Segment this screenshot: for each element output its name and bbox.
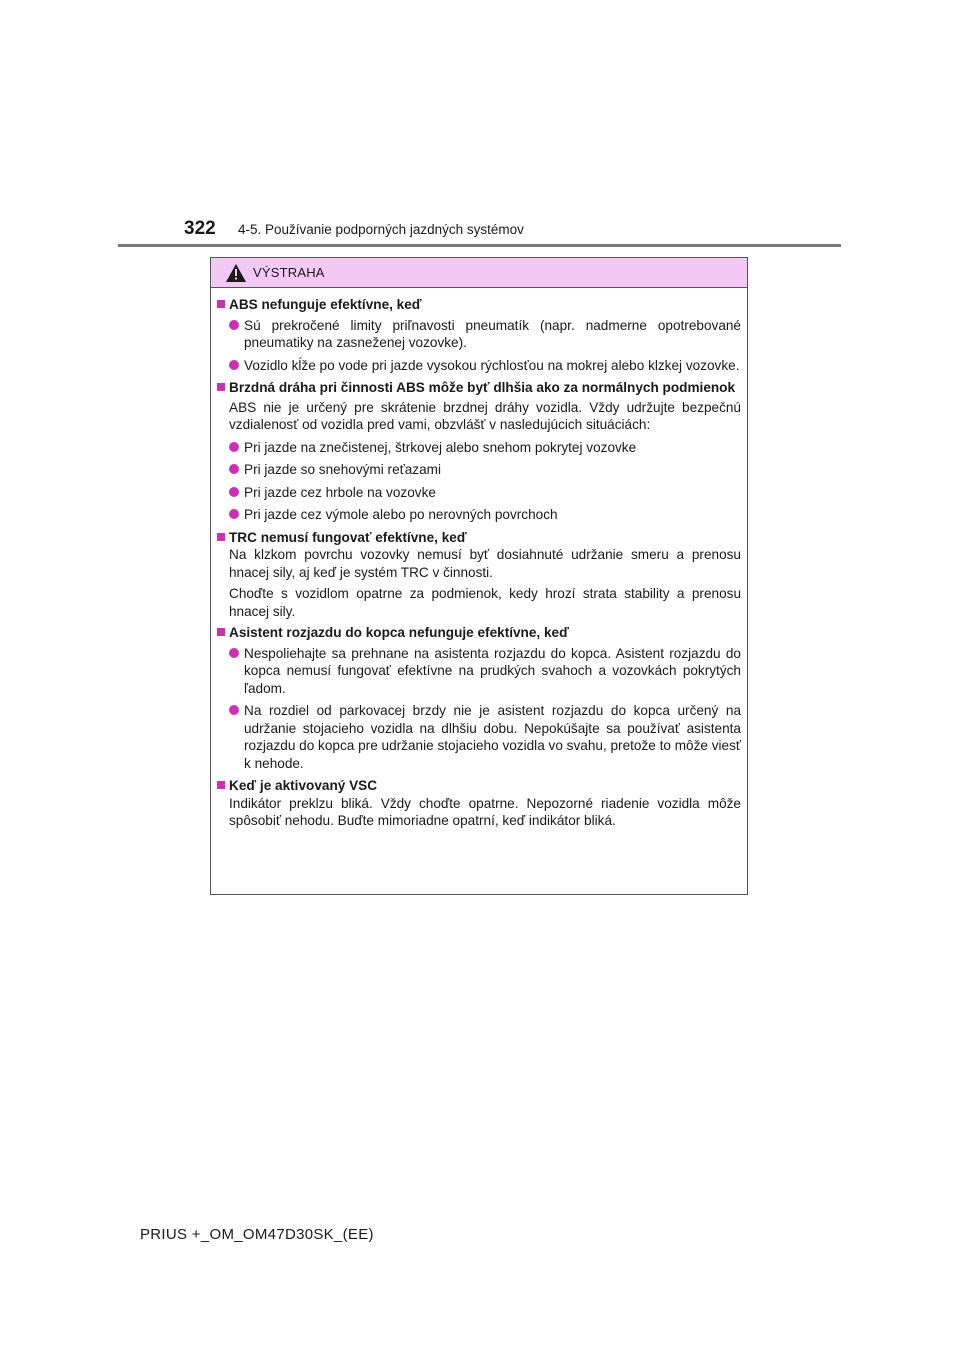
section-trc bbox=[217, 529, 741, 621]
section-title: 4-5. Používanie podporných jazdných systémov bbox=[238, 222, 524, 237]
list-item: Pri jazde cez hrbole na vozovke bbox=[229, 484, 741, 502]
section-heading: ABS nefunguje efektívne, keď bbox=[217, 296, 741, 314]
list-item: Na rozdiel od parkovacej brzdy nie je asistent rozjazdu do kopca určený na udržanie stojacieho vozidla na dlhšiu dobu. Nepokúšajte sa používať asistenta rozjazdu do kopca pre udržanie stojacieho vozidla vo svahu, pretože to môže viesť k nehode. bbox=[229, 702, 741, 772]
square-bullet-icon bbox=[217, 383, 225, 391]
paragraph: Indikátor preklzu bliká. Vždy choďte opatrne. Nepozorné riadenie vozidla môže spôsobiť nehodu. Buďte mimoriadne opatrní, keď indikátor bliká. bbox=[229, 795, 741, 828]
round-bullet-icon bbox=[229, 464, 239, 474]
section-hill-start-assist bbox=[217, 624, 741, 772]
page-number: 322 bbox=[184, 218, 216, 239]
section-heading: Asistent rozjazdu do kopca nefunguje efektívne, keď bbox=[217, 624, 741, 642]
round-bullet-icon bbox=[229, 509, 239, 519]
list-item: Pri jazde so snehovými reťazami bbox=[229, 461, 741, 479]
round-bullet-icon bbox=[229, 648, 239, 658]
section-vsc bbox=[217, 777, 741, 830]
page-header bbox=[184, 218, 844, 246]
round-bullet-icon bbox=[229, 705, 239, 715]
list-item: Sú prekročené limity priľnavosti pneumatík (napr. nadmerne opotrebované pneumatiky na zasneženej vozovke). bbox=[229, 317, 741, 352]
warning-header bbox=[211, 258, 747, 288]
warning-body bbox=[211, 288, 747, 830]
round-bullet-icon bbox=[229, 487, 239, 497]
paragraph: Na klzkom povrchu vozovky nemusí byť dosiahnuté udržanie smeru a prenosu hnacej sily, aj keď je systém TRC v činnosti. bbox=[229, 547, 741, 580]
section-heading: Brzdná dráha pri činnosti ABS môže byť dlhšia ako za normálnych podmienok bbox=[217, 379, 741, 397]
warning-box bbox=[210, 257, 748, 895]
square-bullet-icon bbox=[217, 781, 225, 789]
paragraph: Choďte s vozidlom opatrne za podmienok, kedy hrozí strata stability a prenosu hnacej sily. bbox=[229, 586, 741, 619]
list-item: Pri jazde na znečistenej, štrkovej alebo snehom pokrytej vozovke bbox=[229, 439, 741, 457]
section-heading: Keď je aktivovaný VSC bbox=[217, 777, 741, 795]
section-braking-distance bbox=[217, 379, 741, 524]
round-bullet-icon bbox=[229, 320, 239, 330]
list-item: Pri jazde cez výmole alebo po nerovných povrchoch bbox=[229, 506, 741, 524]
square-bullet-icon bbox=[217, 300, 225, 308]
warning-triangle-icon bbox=[226, 264, 246, 282]
square-bullet-icon bbox=[217, 533, 225, 541]
round-bullet-icon bbox=[229, 442, 239, 452]
warning-label: VÝSTRAHA bbox=[253, 265, 325, 280]
list-item: Nespoliehajte sa prehnane na asistenta rozjazdu do kopca. Asistent rozjazdu do kopca nemusí fungovať efektívne na prudkých svahoch a vozovkách pokrytých ľadom. bbox=[229, 645, 741, 698]
square-bullet-icon bbox=[217, 628, 225, 636]
section-abs bbox=[217, 296, 741, 374]
paragraph: ABS nie je určený pre skrátenie brzdnej dráhy vozidla. Vždy udržujte bezpečnú vzdialenosť od vozidla pred vami, obzvlášť v nasledujúcich situáciách: bbox=[229, 399, 741, 432]
footer-model-code: PRIUS +_OM_OM47D30SK_(EE) bbox=[140, 1226, 374, 1243]
section-heading: TRC nemusí fungovať efektívne, keď bbox=[217, 529, 741, 547]
list-item: Vozidlo kĺže po vode pri jazde vysokou rýchlosťou na mokrej alebo klzkej vozovke. bbox=[229, 357, 741, 375]
round-bullet-icon bbox=[229, 360, 239, 370]
header-divider bbox=[118, 244, 841, 247]
